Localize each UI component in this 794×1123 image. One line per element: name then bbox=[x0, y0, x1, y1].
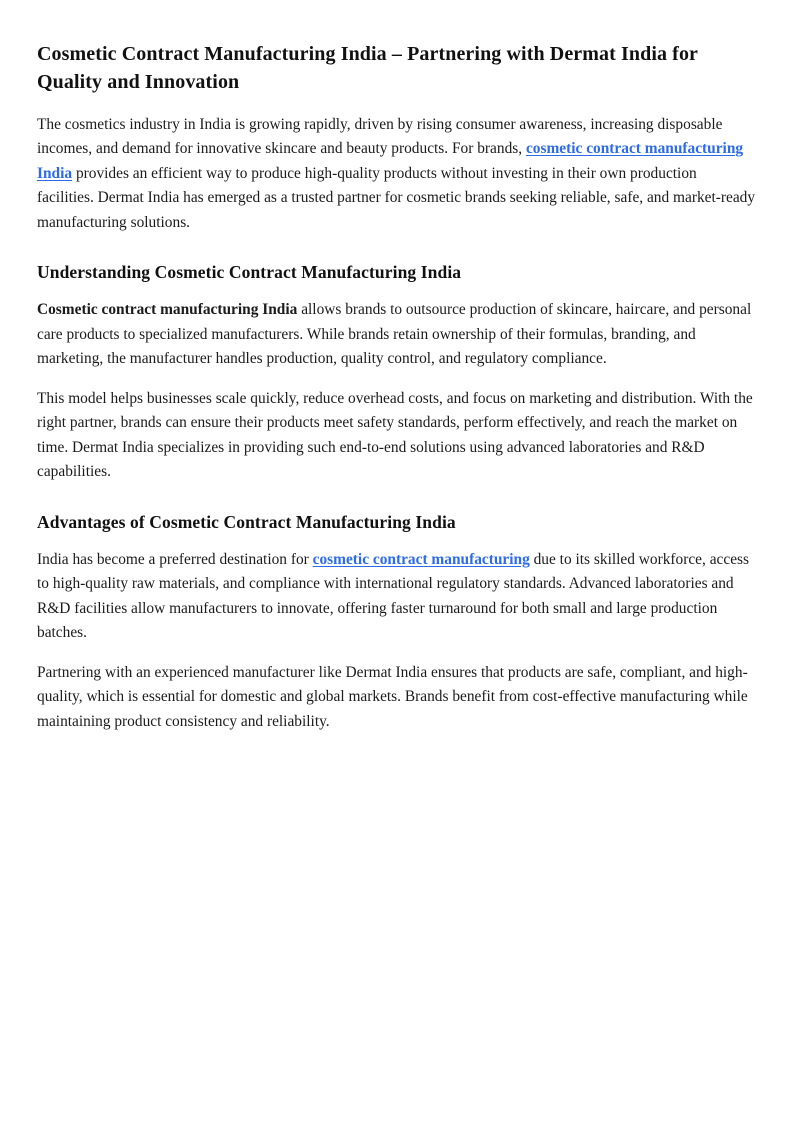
text-run: Advantages of Cosmetic Contract Manufacturing India bbox=[37, 511, 456, 532]
text-run: This model helps businesses scale quickly, reduce overhead costs, and focus on marketing and distribution. With the right partner, brands can ensure their products meet safety standards, perform effectively, and reach the market on time. Dermat India specializes in providing such end-to-end solutions using advanced laboratories and R&D capabilities. bbox=[37, 389, 753, 481]
text-run: India has become a preferred destination for bbox=[37, 550, 313, 568]
intro-paragraph bbox=[37, 113, 757, 235]
understanding-paragraph-1 bbox=[37, 298, 757, 371]
text-run: Understanding Cosmetic Contract Manufacturing India bbox=[37, 262, 462, 283]
inline-link[interactable]: cosmetic contract manufacturing India bbox=[37, 140, 744, 182]
text-run: Cosmetic contract manufacturing India bbox=[37, 301, 298, 319]
text-run: allows brands to outsource production of skincare, haircare, and personal care products to specialized manufacturers. While brands retain ownership of their formulas, branding, and marketing, the manufacturer handles production, quality control, and regulatory compliance. bbox=[37, 301, 752, 368]
page-title bbox=[37, 40, 757, 97]
understanding-paragraph-2 bbox=[37, 387, 757, 485]
text-run: The cosmetics industry in India is growing rapidly, driven by rising consumer awareness, increasing disposable incomes, and demand for innovative skincare and beauty products. For brands, bbox=[37, 115, 723, 158]
inline-link[interactable]: cosmetic contract manufacturing bbox=[312, 550, 530, 568]
section-heading-advantages bbox=[37, 512, 757, 533]
advantages-paragraph-2 bbox=[37, 661, 757, 734]
text-run: Partnering with an experienced manufacturer like Dermat India ensures that products are safe, compliant, and high-quality, which is essential for domestic and global markets. Brands benefit from cost-effective manufacturing while maintaining product consistency and reliability. bbox=[37, 663, 748, 730]
advantages-paragraph-1 bbox=[37, 548, 757, 646]
text-run: Cosmetic Contract Manufacturing India – Partnering with Dermat India for Quality and Innovation bbox=[37, 43, 698, 94]
text-run: due to its skilled workforce, access to high-quality raw materials, and compliance with international regulatory standards. Advanced laboratories and R&D facilities allow manufacturers to innovate, offering faster turnaround for both small and large production batches. bbox=[37, 550, 750, 642]
text-run: provides an efficient way to produce high-quality products without investing in their own production facilities. Dermat India has emerged as a trusted partner for cosmetic brands seeking reliable, safe, and market-ready manufacturing solutions. bbox=[37, 164, 756, 231]
document-body bbox=[37, 40, 757, 734]
section-heading-understanding bbox=[37, 262, 757, 283]
